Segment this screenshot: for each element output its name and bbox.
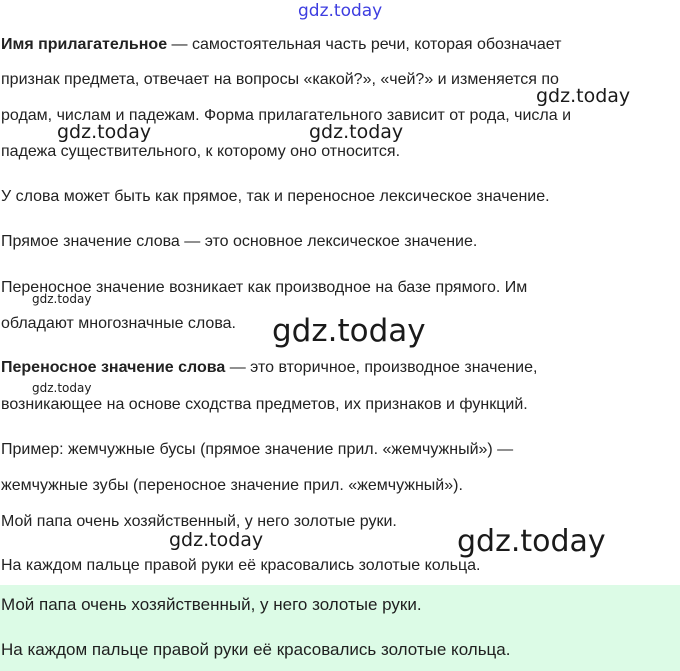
- sentence-1: Мой папа очень хозяйственный, у него золотые руки.: [1, 513, 397, 530]
- watermark: gdz.today: [57, 121, 152, 143]
- paragraph-example-line-2: жемчужные зубы (переносное значение прил. «жемчужный»).: [1, 477, 463, 494]
- watermark: gdz.today: [298, 1, 383, 21]
- paragraph-figurative-origin-line-1: Переносное значение возникает как производное на базе прямого. Им: [1, 279, 528, 296]
- paragraph-figurative-definition-line-1: [1, 358, 537, 378]
- term-adjective: Имя прилагательное: [1, 36, 168, 53]
- paragraph-adjective-definition-line-4: падежа существительного, к которому оно относится.: [1, 143, 401, 160]
- watermark: gdz.today: [169, 529, 264, 551]
- term-figurative-meaning: Переносное значение слова: [1, 359, 226, 376]
- watermark: gdz.today: [32, 292, 92, 306]
- paragraph-figurative-origin-line-2: обладают многозначные слова.: [1, 315, 236, 332]
- paragraph-adjective-definition-line-3: родам, числам и падежам. Форма прилагательного зависит от рода, числа и: [1, 107, 571, 124]
- watermark: gdz.today: [457, 524, 606, 559]
- paragraph-adjective-definition-line-2: признак предмета, отвечает на вопросы «какой?», «чей?» и изменяется по: [1, 71, 559, 88]
- watermark: gdz.today: [536, 85, 631, 107]
- paragraph-adjective-definition-line-1: [1, 35, 561, 55]
- sentence-2: На каждом пальце правой руки её красовались золотые кольца.: [1, 557, 481, 574]
- paragraph-example-line-1: Пример: жемчужные бусы (прямое значение прил. «жемчужный») —: [1, 441, 514, 458]
- answer-line-1: Мой папа очень хозяйственный, у него золотые руки.: [1, 595, 422, 614]
- paragraph-direct-meaning: Прямое значение слова — это основное лексическое значение.: [1, 233, 478, 250]
- answer-box: [0, 585, 680, 671]
- watermark: gdz.today: [309, 121, 404, 143]
- paragraph-figurative-definition-line-2: возникающее на основе сходства предметов, их признаков и функций.: [1, 396, 528, 413]
- answer-line-2: На каждом пальце правой руки её красовались золотые кольца.: [1, 640, 511, 659]
- watermark: gdz.today: [272, 313, 426, 349]
- definition-text: — это вторичное, производное значение,: [225, 359, 538, 376]
- paragraph-meanings: У слова может быть как прямое, так и переносное лексическое значение.: [1, 188, 550, 205]
- definition-text: — самостоятельная часть речи, которая обозначает: [167, 36, 562, 53]
- watermark: gdz.today: [32, 381, 92, 395]
